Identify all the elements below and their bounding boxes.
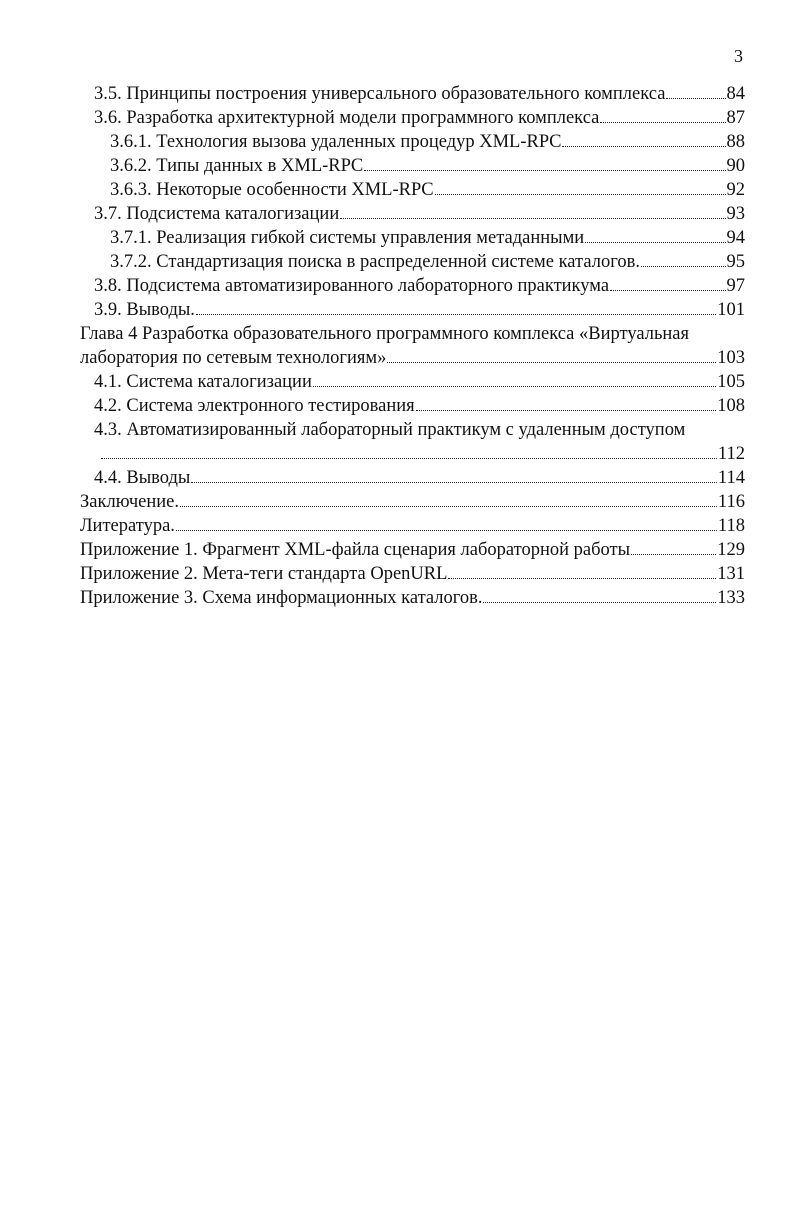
toc-entry-title: 3.6. Разработка архитектурной модели программного комплекса — [94, 108, 600, 128]
toc-leader-dots — [666, 98, 725, 99]
toc-leader-dots — [340, 218, 725, 219]
toc-entry-title: 4.1. Система каталогизации — [94, 372, 312, 392]
toc-leader-dots — [416, 410, 717, 411]
toc-entry — [80, 250, 745, 274]
toc-entry-page: 133 — [717, 588, 745, 608]
toc-entry-title: Приложение 2. Мета-теги стандарта OpenURL — [80, 564, 448, 584]
toc-entry-page: 131 — [717, 564, 745, 584]
toc-entry-page: 90 — [726, 156, 745, 176]
toc-leader-dots — [364, 170, 725, 171]
toc-entry-page: 95 — [726, 252, 745, 272]
toc-entry-page: 116 — [717, 492, 745, 512]
toc-entry-page: 129 — [717, 540, 745, 560]
toc-leader-dots — [191, 482, 717, 483]
toc-leader-dots — [196, 314, 716, 315]
toc-entry — [80, 562, 745, 586]
page-number: 3 — [734, 46, 743, 66]
toc-entry — [80, 442, 745, 466]
toc-leader-dots — [448, 578, 716, 579]
toc-leader-dots — [600, 122, 725, 123]
toc-entry-title: 3.7.2. Стандартизация поиска в распределенной системе каталогов. — [110, 252, 640, 272]
toc-entry-title-line1: Глава 4 Разработка образовательного программного комплекса «Виртуальная — [80, 324, 690, 344]
toc-entry-page: 97 — [726, 276, 745, 296]
toc-entry-page: 84 — [726, 84, 745, 104]
toc-leader-dots — [631, 554, 716, 555]
toc-entry-title: 3.8. Подсистема автоматизированного лабораторного практикума — [94, 276, 610, 296]
toc-entry-title: Приложение 3. Схема информационных каталогов. — [80, 588, 483, 608]
toc-entry-title: 3.7.1. Реализация гибкой системы управления метаданными — [110, 228, 585, 248]
toc-entry — [80, 178, 745, 202]
toc-entry — [80, 538, 745, 562]
toc-entry-page: 108 — [717, 396, 745, 416]
toc-entry — [80, 130, 745, 154]
toc-entry — [80, 490, 745, 514]
toc-entry — [80, 82, 745, 106]
toc-entry — [80, 514, 745, 538]
toc-leader-dots — [610, 290, 725, 291]
toc-leader-dots — [585, 242, 725, 243]
toc-entry-title: 4.4. Выводы — [94, 468, 191, 488]
toc-leader-dots — [101, 458, 717, 459]
toc-entry — [80, 154, 745, 178]
toc-entry-page: 105 — [717, 372, 745, 392]
toc-entry-title: Литература. — [80, 516, 175, 536]
toc-entry — [80, 586, 745, 610]
toc-entry-title: 3.5. Принципы построения универсального образовательного комплекса — [94, 84, 666, 104]
toc-entry — [80, 466, 745, 490]
toc-entry-title: 3.6.3. Некоторые особенности XML-RPC — [110, 180, 434, 200]
toc-entry-page: 101 — [717, 300, 745, 320]
toc-entry — [80, 394, 745, 418]
toc-entry-page: 93 — [726, 204, 745, 224]
toc-leader-dots — [641, 266, 726, 267]
toc-entry-title: Заключение. — [80, 492, 179, 512]
toc-entry-page: 94 — [726, 228, 745, 248]
toc-entry-page: 118 — [717, 516, 745, 536]
toc-leader-dots — [180, 506, 717, 507]
toc-leader-dots — [435, 194, 726, 195]
toc-entry-page: 92 — [726, 180, 745, 200]
toc-leader-dots — [176, 530, 717, 531]
table-of-contents — [80, 82, 745, 610]
toc-leader-dots — [387, 362, 716, 363]
toc-leader-dots — [483, 602, 716, 603]
toc-entry-title: 3.6.1. Технология вызова удаленных процедур XML-RPC — [110, 132, 562, 152]
toc-entry-page: 114 — [717, 468, 745, 488]
toc-entry — [80, 106, 745, 130]
toc-entry-title: лаборатория по сетевым технологиям» — [80, 348, 387, 368]
toc-entry — [80, 298, 745, 322]
toc-entry-page: 112 — [717, 444, 745, 464]
toc-entry-title: 3.6.2. Типы данных в XML-RPC — [110, 156, 364, 176]
toc-entry-page: 103 — [717, 348, 745, 368]
toc-leader-dots — [562, 146, 725, 147]
toc-entry-page: 88 — [726, 132, 745, 152]
toc-entry — [80, 274, 745, 298]
toc-entry — [80, 346, 745, 370]
toc-entry-title: 3.9. Выводы. — [94, 300, 195, 320]
toc-entry — [80, 226, 745, 250]
toc-entry — [80, 202, 745, 226]
toc-entry — [80, 370, 745, 394]
toc-entry-title: 3.7. Подсистема каталогизации — [94, 204, 340, 224]
toc-entry-title-line1: 4.3. Автоматизированный лабораторный практикум с удаленным доступом — [94, 420, 686, 440]
toc-entry-title: 4.2. Система электронного тестирования — [94, 396, 415, 416]
toc-leader-dots — [313, 386, 716, 387]
toc-entry-page: 87 — [726, 108, 745, 128]
toc-entry-title: Приложение 1. Фрагмент XML-файла сценария лабораторной работы — [80, 540, 631, 560]
